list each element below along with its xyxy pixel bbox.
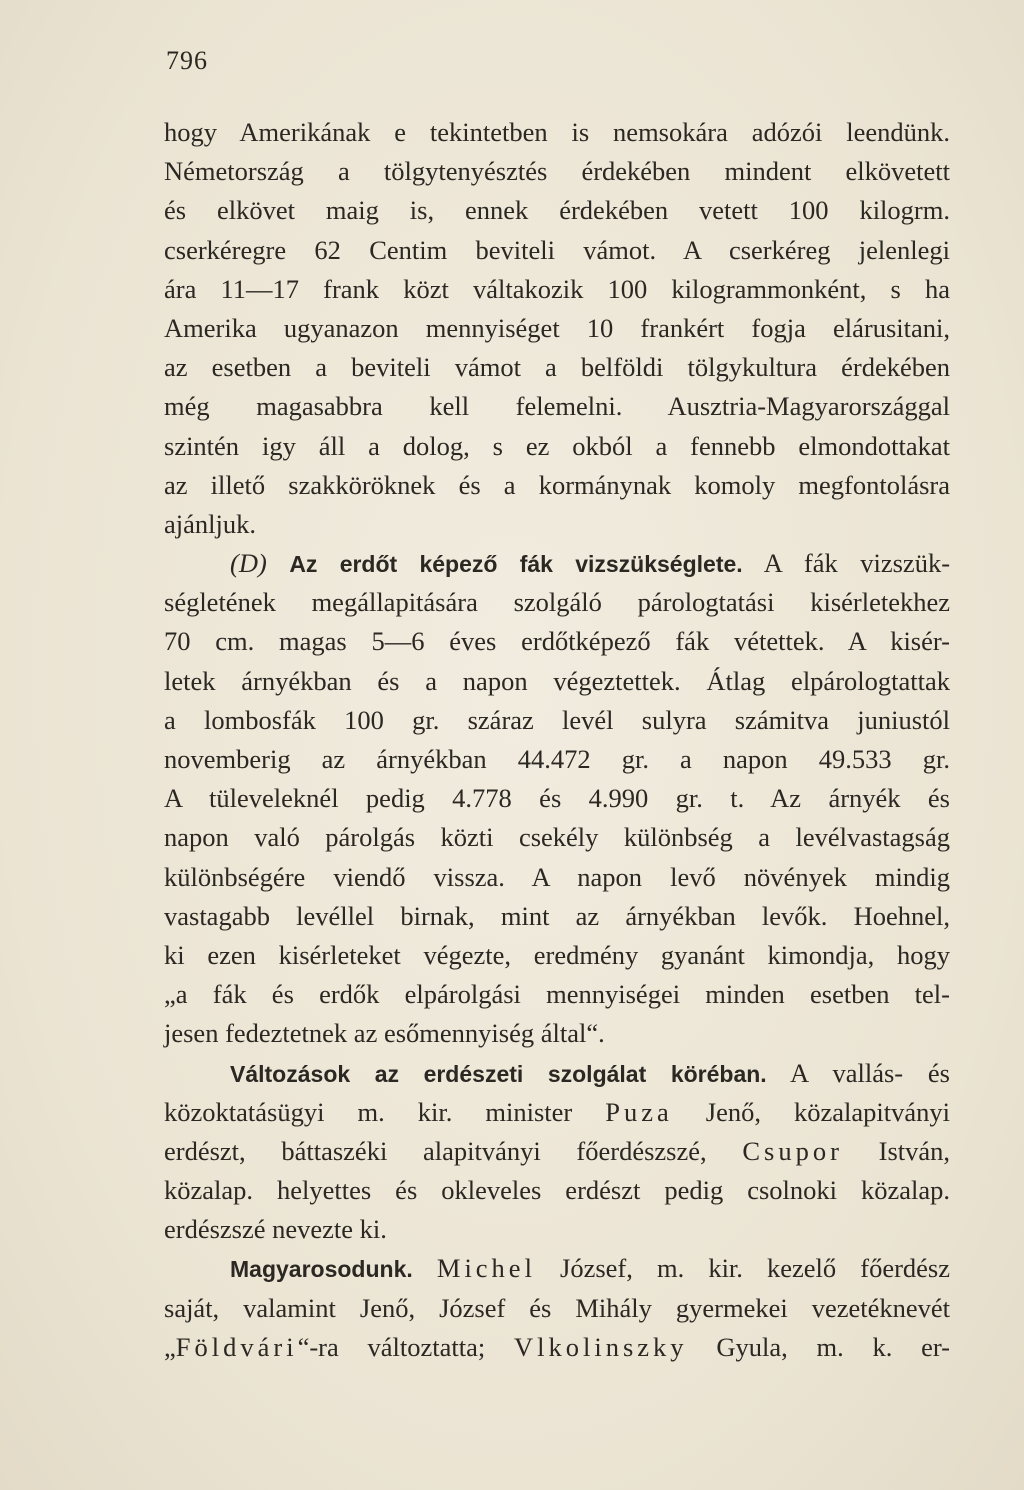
text-line bbox=[164, 1132, 950, 1171]
text-segment: erdészszé nevezte ki. bbox=[164, 1214, 387, 1245]
text-segment: erdészt, báttaszéki alapitványi főerdészszé, bbox=[164, 1135, 743, 1166]
text-segment: (D) bbox=[230, 548, 267, 579]
section-heading: Változások az erdészeti szolgálat köréban. bbox=[230, 1060, 767, 1087]
text-segment: István, bbox=[842, 1135, 951, 1166]
text-line bbox=[164, 113, 950, 152]
text-segment: ajánljuk. bbox=[164, 508, 256, 539]
text-segment: napon való párolgás közti csekély különbség a levélvastagság bbox=[164, 822, 950, 853]
text-line bbox=[164, 544, 950, 583]
text-segment: közoktatásügyi m. kir. minister bbox=[164, 1096, 606, 1127]
text-segment: és elkövet maig is, ennek érdekében vetett 100 kilogrm. bbox=[164, 195, 950, 226]
text-segment: cserkéregre 62 Centim beviteli vámot. A cserkéreg jelenlegi bbox=[164, 234, 950, 265]
text-segment: „a fák és erdők elpárolgási mennyiségei minden esetben tel- bbox=[164, 979, 950, 1010]
text-segment: ára 11—17 frank közt váltakozik 100 kilogrammonként, s ha bbox=[164, 273, 950, 304]
text-segment: ségletének megállapitására szolgáló párologtatási kisérletekhez bbox=[164, 587, 950, 618]
text-line bbox=[164, 387, 950, 426]
text-segment: jesen fedeztetnek az esőmennyiség által“. bbox=[164, 1018, 605, 1049]
body-text bbox=[164, 113, 950, 1367]
text-line bbox=[164, 348, 950, 387]
text-line bbox=[164, 1249, 950, 1288]
text-segment: saját, valamint Jenő, József és Mihály gyermekei vezetéknevét bbox=[164, 1292, 950, 1323]
text-line bbox=[164, 152, 950, 191]
text-segment: az esetben a beviteli vámot a belföldi tölgykultura érdekében bbox=[164, 352, 950, 383]
text-segment bbox=[413, 1253, 437, 1283]
text-segment: Csupor bbox=[742, 1135, 843, 1166]
text-line bbox=[164, 662, 950, 701]
text-line bbox=[164, 936, 950, 975]
text-line bbox=[164, 309, 950, 348]
section-heading: Az erdőt képező fák vizszükséglete. bbox=[289, 551, 743, 578]
text-line bbox=[164, 270, 950, 309]
text-line bbox=[164, 897, 950, 936]
text-segment: 70 cm. magas 5—6 éves erdőtképező fák vétettek. A kisér- bbox=[164, 626, 950, 657]
text-segment: Michel bbox=[436, 1253, 536, 1284]
text-segment: Gyula, m. k. er- bbox=[687, 1331, 950, 1362]
text-line bbox=[164, 191, 950, 230]
text-segment: letek árnyékban és a napon végeztettek. Átlag elpárologtattak bbox=[164, 665, 950, 696]
text-segment: „ bbox=[164, 1331, 176, 1362]
text-line bbox=[164, 701, 950, 740]
text-segment: A vallás- és bbox=[766, 1057, 950, 1088]
text-segment: Puza bbox=[605, 1096, 673, 1127]
text-line bbox=[164, 1328, 950, 1367]
text-line bbox=[164, 1093, 950, 1132]
text-line bbox=[164, 466, 950, 505]
text-segment: Jenő, közalapitványi bbox=[672, 1096, 950, 1127]
text-line bbox=[164, 505, 950, 544]
text-segment: közalap. helyettes és okleveles erdészt pedig csolnoki közalap. bbox=[164, 1175, 950, 1206]
text-line bbox=[164, 1054, 950, 1093]
text-line bbox=[164, 818, 950, 857]
text-segment: az illető szakköröknek és a kormánynak komoly megfontolásra bbox=[164, 469, 950, 500]
text-segment: József, m. kir. kezelő főerdész bbox=[535, 1253, 951, 1284]
text-line bbox=[164, 231, 950, 270]
text-segment: hogy Amerikának e tekintetben is nemsokára adózói leendünk. bbox=[164, 117, 950, 147]
text-segment: A tüleveleknél pedig 4.778 és 4.990 gr. t. Az árnyék és bbox=[164, 783, 950, 814]
text-segment: novemberig az árnyékban 44.472 gr. a napon 49.533 gr. bbox=[164, 744, 950, 774]
text-segment: ki ezen kisérleteket végezte, eredmény gyanánt kimondja, hogy bbox=[164, 939, 950, 970]
text-segment: Földvári bbox=[175, 1331, 298, 1362]
text-line bbox=[164, 858, 950, 897]
text-segment: különbségére viendő vissza. A napon levő növények mindig bbox=[164, 861, 950, 892]
text-segment: Németország a tölgytenyésztés érdekében mindent elkövetett bbox=[164, 156, 950, 187]
text-line bbox=[164, 779, 950, 818]
text-line bbox=[164, 1210, 950, 1249]
text-line bbox=[164, 1014, 950, 1053]
text-segment bbox=[267, 548, 290, 578]
text-line bbox=[164, 1289, 950, 1328]
text-segment: a lombosfák 100 gr. száraz levél sulyra számitva juniustól bbox=[164, 704, 950, 735]
page-number: 796 bbox=[166, 46, 208, 75]
text-line bbox=[164, 975, 950, 1014]
text-line bbox=[164, 622, 950, 661]
text-segment: “-ra változtatta; bbox=[297, 1331, 514, 1362]
text-segment: A fák vizszük- bbox=[742, 548, 951, 579]
text-segment: szintén igy áll a dolog, s ez okból a fennebb elmondottakat bbox=[164, 430, 950, 461]
text-segment: még magasabbra kell felemelni. Ausztria-Magyarországgal bbox=[164, 391, 950, 422]
text-line bbox=[164, 1171, 950, 1210]
text-segment: Amerika ugyanazon mennyiséget 10 frankért fogja elárusitani, bbox=[164, 312, 950, 343]
text-line bbox=[164, 427, 950, 466]
text-segment: Vlkolinszky bbox=[514, 1331, 688, 1362]
text-segment: vastagabb levéllel birnak, mint az árnyékban levők. Hoehnel, bbox=[164, 900, 950, 931]
section-heading: Magyarosodunk. bbox=[230, 1256, 413, 1283]
text-line bbox=[164, 740, 950, 779]
text-line bbox=[164, 583, 950, 622]
